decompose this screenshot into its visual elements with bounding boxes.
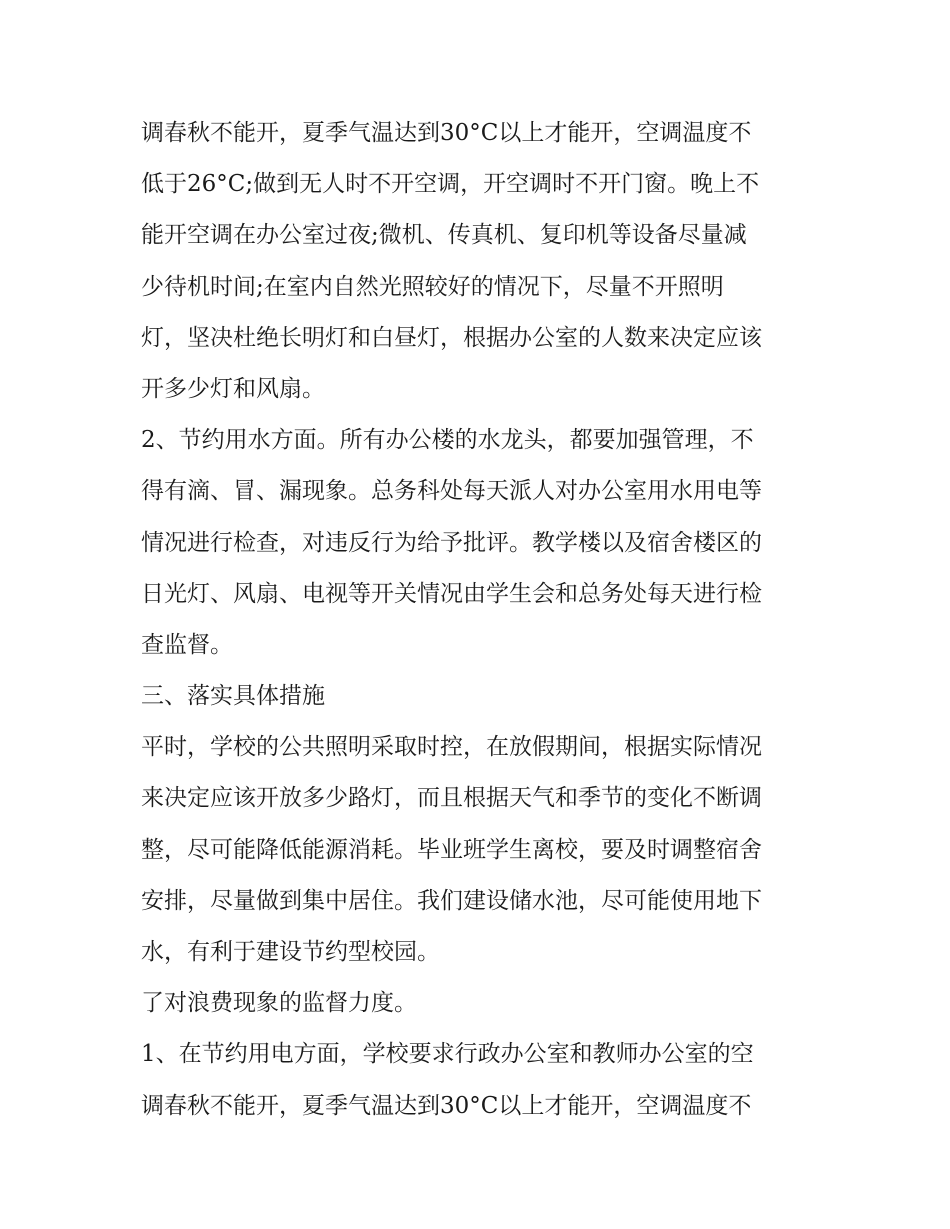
text-line-18: 了对浪费现象的监督力度。 [141,990,417,1017]
text-line-4: 少待机时间;在室内自然光照较好的情况下，尽量不开照明 [141,273,724,300]
text-line-7: 2、节约用水方面。所有办公楼的水龙头，都要加强管理，不 [141,427,754,454]
text-line-17: 水，有利于建设节约型校园。 [141,939,440,965]
text-line-8: 得有滴、冒、漏现象。总务科处每天派人对办公室用水用电等 [141,478,762,505]
text-line-9: 情况进行检查，对违反行为给予批评。教学楼以及宿舍楼区的 [141,529,762,556]
section-heading: 三、落实具体措施 [141,683,325,710]
text-line-6: 开多少灯和风扇。 [141,375,325,402]
text-line-14: 来决定应该开放多少路灯，而且根据天气和季节的变化不断调 [141,785,762,812]
body-text [141,108,821,1132]
text-line-13: 平时，学校的公共照明采取时控，在放假期间，根据实际情况 [141,734,762,761]
text-line-15: 整，尽可能降低能源消耗。毕业班学生离校，要及时调整宿舍 [141,836,762,863]
text-line-1: 调春秋不能开，夏季气温达到30°C以上才能开，空调温度不 [141,120,752,146]
text-line-2: 低于26°C;做到无人时不开空调，开空调时不开门窗。晚上不 [141,171,760,198]
text-line-3: 能开空调在办公室过夜;微机、传真机、复印机等设备尽量减 [141,222,747,249]
text-line-10: 日光灯、风扇、电视等开关情况由学生会和总务处每天进行检 [141,580,762,607]
text-line-20: 调春秋不能开，夏季气温达到30°C以上才能开，空调温度不 [141,1092,752,1119]
text-line-5: 灯，坚决杜绝长明灯和白昼灯，根据办公室的人数来决定应该 [141,324,762,351]
text-line-19: 1、在节约用电方面，学校要求行政办公室和教师办公室的空 [141,1041,754,1068]
text-line-16: 安排，尽量做到集中居住。我们建设储水池，尽可能使用地下 [141,887,762,914]
text-line-11: 查监督。 [141,631,233,658]
